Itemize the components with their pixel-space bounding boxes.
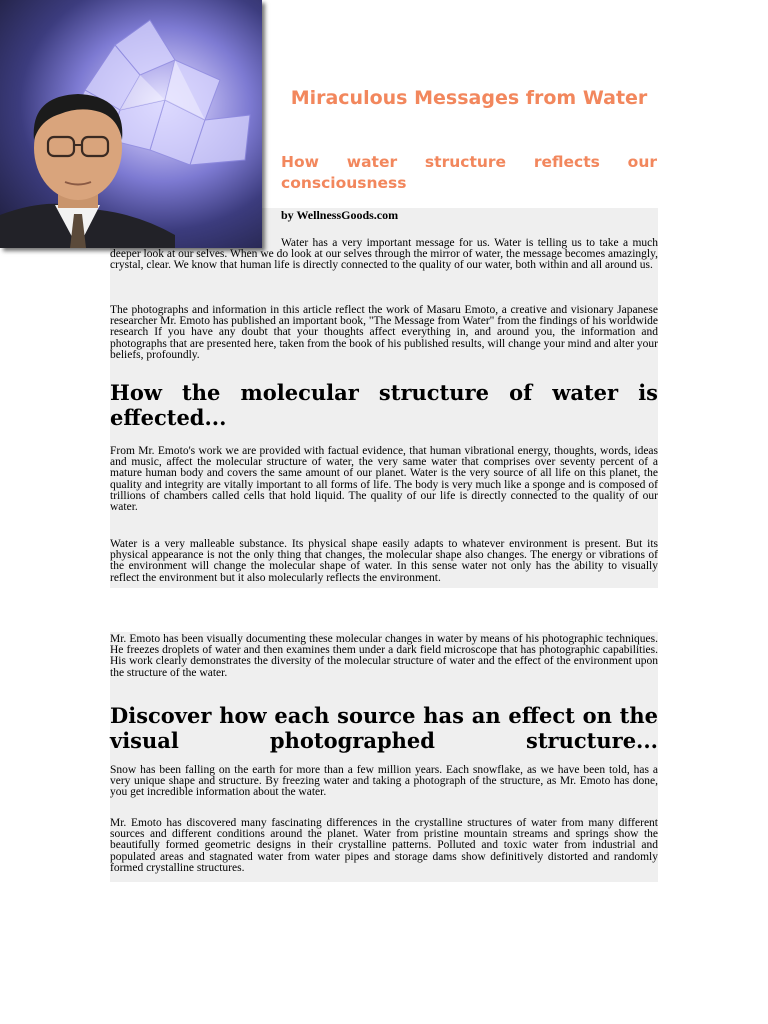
paragraph-research: The photographs and information in this article reflect the work of Masaru Emoto, a creative and visionary Japanese researcher Mr. Emoto has published an important book, "The Message from Water" from the findings of his worldwide research If you have any doubt that your thoughts affect everything in, and around you, the information and photographs that are presented here, taken from the book of his published results, will change your mind and alter your beliefs, profoundly.	[110, 304, 658, 361]
paragraph-malleable: Water is a very malleable substance. Its physical shape easily adapts to whatever environment is present. But its physical appearance is not the only thing that changes, the molecular shape also changes. The energy or vibrations of the environment will change the molecular shape of water. In this sense water not only has the ability to visually reflect the environment but it also molecularly reflects the environment.	[110, 538, 658, 584]
paragraph-snow: Snow has been falling on the earth for more than a few million years. Each snowflake, as we have been told, has a very unique shape and structure. By freezing water and taking a photograph of the structure, as Mr. Emoto has done, you get incredible information about the water.	[110, 764, 658, 799]
heading-molecular-structure: How the molecular structure of water is effected...	[110, 380, 658, 430]
paragraph-documenting: Mr. Emoto has been visually documenting these molecular changes in water by means of his photographic techniques. He freezes droplets of water and then examines them under a dark field microscope that has photographic capabilities. His work clearly demonstrates the diversity of the molecular structure of water and the effect of the environment upon the structure of the water.	[110, 633, 658, 679]
byline: by WellnessGoods.com	[281, 208, 399, 222]
page-subtitle: How water structure reflects our consciousness	[281, 153, 657, 192]
author-photo	[0, 0, 262, 248]
heading-each-source: Discover how each source has an effect on the visual photographed structure...	[110, 703, 658, 753]
paragraph-evidence: From Mr. Emoto's work we are provided with factual evidence, that human vibrational energy, thoughts, words, ideas and music, affect the molecular structure of water, the very same water that comprises over seventy percent of a mature human body and covers the same amount of our planet. Water is the very source of all life on this planet, the quality and integrity are vitally important to all forms of life. The body is very much like a sponge and is composed of trillions of chambers called cells that hold liquid. The quality of our life is directly connected to the quality of our water.	[110, 445, 658, 514]
panel-gap	[110, 588, 658, 632]
paragraph-differences: Mr. Emoto has discovered many fascinating differences in the crystalline structures of water from many different sources and different conditions around the planet. Water from pristine mountain streams and springs show the beautifully formed geometric designs in their crystalline patterns. Polluted and toxic water from industrial and populated areas and stagnated water from water pipes and storage dams show definitively distorted and randomly formed crystalline structures.	[110, 817, 658, 874]
page-title: Miraculous Messages from Water	[290, 87, 648, 109]
paragraph-intro: Water has a very important message for us. Water is telling us to take a much deeper look at our selves. When we do look at our selves through the mirror of water, the message becomes amazingly, crystal, clear. We know that human life is directly connected to the quality of our water, both within and all around us.	[110, 237, 658, 272]
